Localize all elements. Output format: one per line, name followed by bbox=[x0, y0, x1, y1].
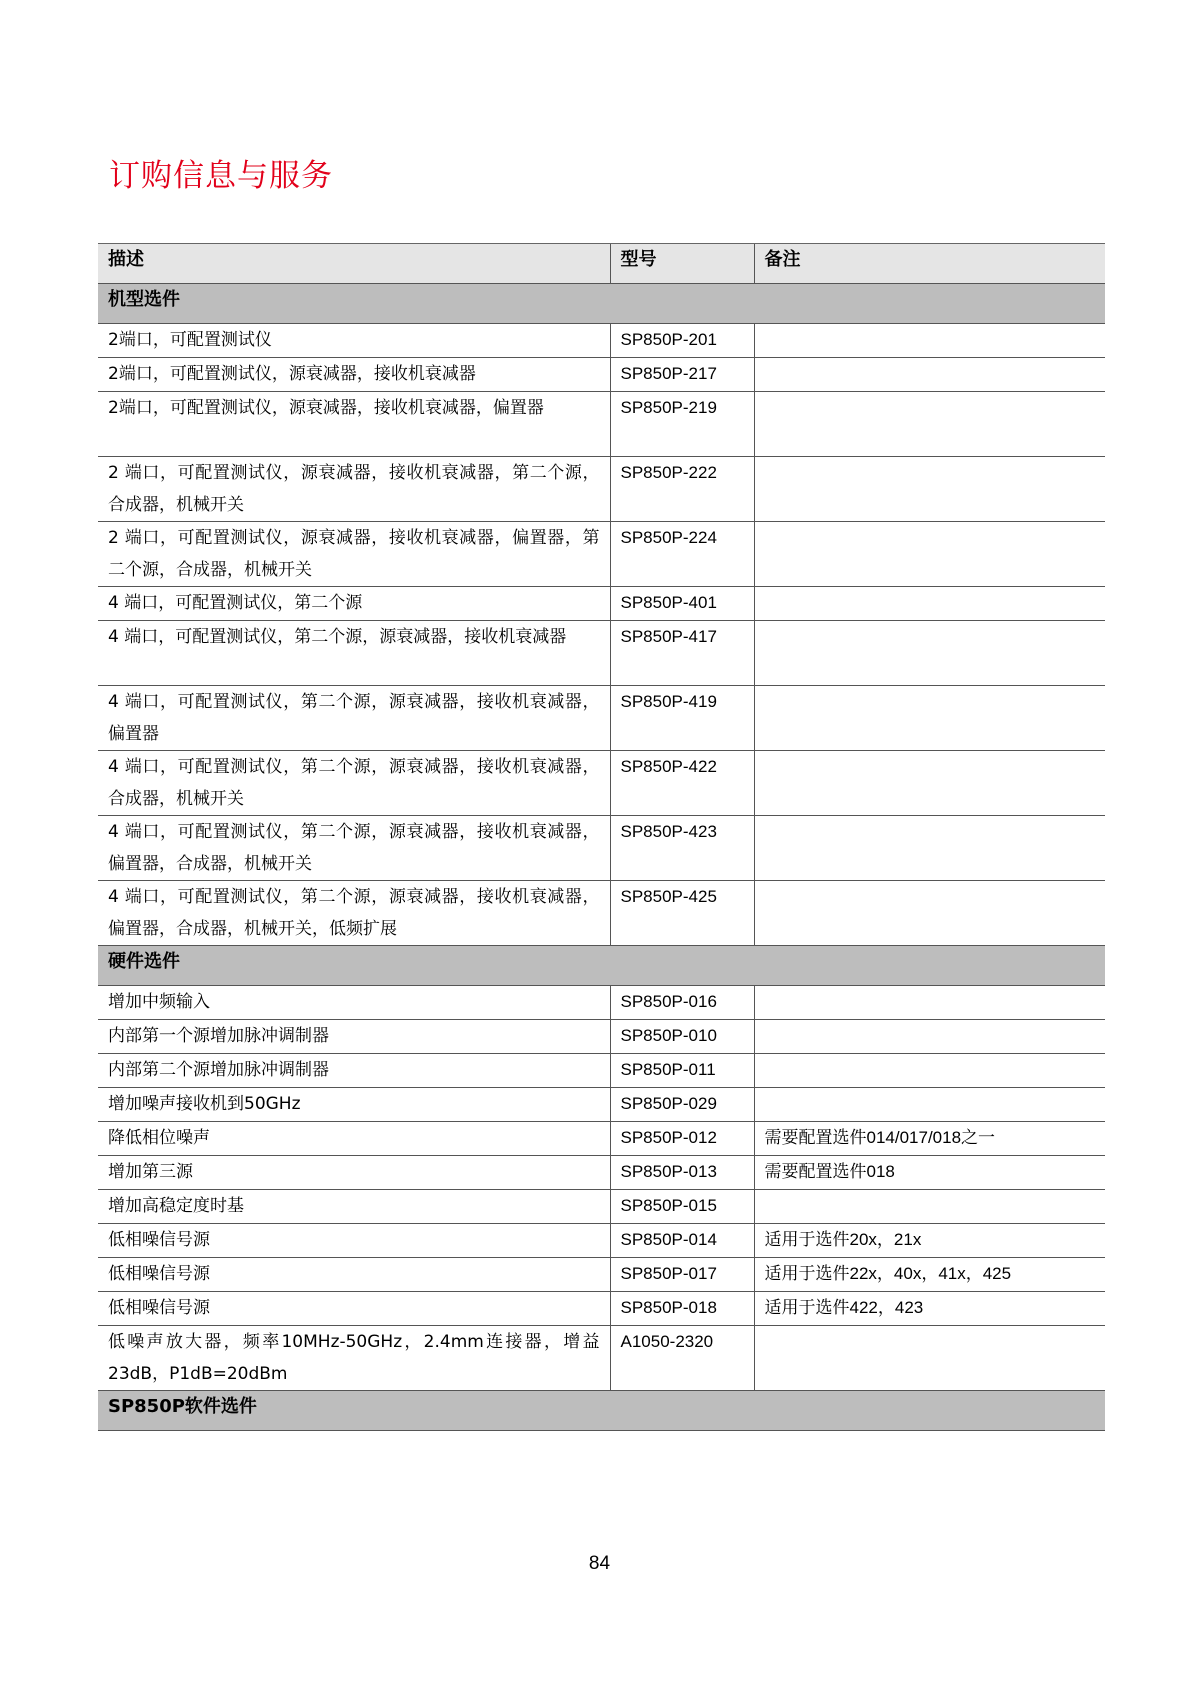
cell-remarks bbox=[754, 457, 1105, 522]
cell-description: 4 端口，可配置测试仪，第二个源，源衰减器，接收机衰减器，偏置器，合成器，机械开关，低频扩展 bbox=[98, 881, 610, 946]
section-title: 硬件选件 bbox=[98, 946, 1105, 986]
cell-model: SP850P-425 bbox=[610, 881, 754, 946]
ordering-table bbox=[98, 243, 1105, 1431]
cell-description: 内部第一个源增加脉冲调制器 bbox=[98, 1020, 610, 1054]
cell-model: A1050-2320 bbox=[610, 1326, 754, 1391]
cell-model: SP850P-017 bbox=[610, 1258, 754, 1292]
cell-remarks bbox=[754, 986, 1105, 1020]
table-row bbox=[98, 1156, 1105, 1190]
cell-model: SP850P-010 bbox=[610, 1020, 754, 1054]
header-remarks: 备注 bbox=[754, 244, 1105, 284]
cell-remarks: 适用于选件20x，21x bbox=[754, 1224, 1105, 1258]
cell-description: 4 端口，可配置测试仪，第二个源，源衰减器，接收机衰减器，偏置器，合成器，机械开关 bbox=[98, 816, 610, 881]
table-row bbox=[98, 324, 1105, 358]
cell-remarks bbox=[754, 358, 1105, 392]
cell-model: SP850P-224 bbox=[610, 522, 754, 587]
cell-description: 低相噪信号源 bbox=[98, 1292, 610, 1326]
table-row bbox=[98, 522, 1105, 587]
section-title: 机型选件 bbox=[98, 284, 1105, 324]
page-title: 订购信息与服务 bbox=[109, 158, 333, 194]
cell-description: 4 端口，可配置测试仪，第二个源，源衰减器，接收机衰减器，偏置器 bbox=[98, 686, 610, 751]
table-row bbox=[98, 1054, 1105, 1088]
cell-model: SP850P-018 bbox=[610, 1292, 754, 1326]
table-row bbox=[98, 1122, 1105, 1156]
cell-model: SP850P-417 bbox=[610, 621, 754, 686]
cell-remarks bbox=[754, 881, 1105, 946]
cell-description: 2 端口，可配置测试仪，源衰减器，接收机衰减器，偏置器，第二个源，合成器，机械开关 bbox=[98, 522, 610, 587]
table-row bbox=[98, 457, 1105, 522]
table-header-row bbox=[98, 244, 1105, 284]
cell-remarks: 适用于选件422，423 bbox=[754, 1292, 1105, 1326]
cell-description: 内部第二个源增加脉冲调制器 bbox=[98, 1054, 610, 1088]
cell-description: 2 端口，可配置测试仪，源衰减器，接收机衰减器，第二个源，合成器，机械开关 bbox=[98, 457, 610, 522]
table-row bbox=[98, 392, 1105, 457]
cell-description: 2端口，可配置测试仪 bbox=[98, 324, 610, 358]
cell-description: 降低相位噪声 bbox=[98, 1122, 610, 1156]
cell-description: 2端口，可配置测试仪，源衰减器，接收机衰减器 bbox=[98, 358, 610, 392]
cell-model: SP850P-217 bbox=[610, 358, 754, 392]
cell-remarks bbox=[754, 324, 1105, 358]
cell-model: SP850P-029 bbox=[610, 1088, 754, 1122]
cell-remarks bbox=[754, 522, 1105, 587]
cell-remarks bbox=[754, 1326, 1105, 1391]
cell-model: SP850P-201 bbox=[610, 324, 754, 358]
cell-remarks bbox=[754, 621, 1105, 686]
table-row bbox=[98, 621, 1105, 686]
cell-model: SP850P-219 bbox=[610, 392, 754, 457]
cell-description: 增加第三源 bbox=[98, 1156, 610, 1190]
cell-remarks bbox=[754, 587, 1105, 621]
section-row-hardware-options bbox=[98, 946, 1105, 986]
table-row bbox=[98, 1326, 1105, 1391]
cell-model: SP850P-013 bbox=[610, 1156, 754, 1190]
page-number: 84 bbox=[588, 1553, 611, 1574]
cell-model: SP850P-419 bbox=[610, 686, 754, 751]
cell-remarks: 需要配置选件014/017/018之一 bbox=[754, 1122, 1105, 1156]
cell-description: 低相噪信号源 bbox=[98, 1258, 610, 1292]
table-row bbox=[98, 816, 1105, 881]
table-row bbox=[98, 751, 1105, 816]
cell-model: SP850P-016 bbox=[610, 986, 754, 1020]
header-description: 描述 bbox=[98, 244, 610, 284]
table-row bbox=[98, 358, 1105, 392]
cell-remarks bbox=[754, 1020, 1105, 1054]
cell-description: 4 端口，可配置测试仪，第二个源，源衰减器，接收机衰减器 bbox=[98, 621, 610, 686]
cell-remarks bbox=[754, 1088, 1105, 1122]
table-row bbox=[98, 1190, 1105, 1224]
cell-remarks bbox=[754, 751, 1105, 816]
cell-description: 4 端口，可配置测试仪，第二个源，源衰减器，接收机衰减器，合成器，机械开关 bbox=[98, 751, 610, 816]
cell-remarks bbox=[754, 1054, 1105, 1088]
cell-description: 低噪声放大器，频率10MHz-50GHz，2.4mm连接器，增益23dB，P1dB=20dBm bbox=[98, 1326, 610, 1391]
cell-model: SP850P-014 bbox=[610, 1224, 754, 1258]
cell-remarks bbox=[754, 686, 1105, 751]
cell-remarks bbox=[754, 392, 1105, 457]
cell-model: SP850P-012 bbox=[610, 1122, 754, 1156]
section-row-software-options bbox=[98, 1391, 1105, 1431]
cell-remarks bbox=[754, 1190, 1105, 1224]
section-title: SP850P软件选件 bbox=[98, 1391, 1105, 1431]
table-row bbox=[98, 986, 1105, 1020]
cell-description: 增加噪声接收机到50GHz bbox=[98, 1088, 610, 1122]
table-row bbox=[98, 686, 1105, 751]
cell-model: SP850P-401 bbox=[610, 587, 754, 621]
cell-description: 2端口，可配置测试仪，源衰减器，接收机衰减器，偏置器 bbox=[98, 392, 610, 457]
cell-remarks bbox=[754, 816, 1105, 881]
table-row bbox=[98, 1088, 1105, 1122]
table-row bbox=[98, 1258, 1105, 1292]
cell-remarks: 适用于选件22x，40x，41x，425 bbox=[754, 1258, 1105, 1292]
header-model: 型号 bbox=[610, 244, 754, 284]
cell-description: 4 端口，可配置测试仪，第二个源 bbox=[98, 587, 610, 621]
cell-description: 低相噪信号源 bbox=[98, 1224, 610, 1258]
cell-description: 增加高稳定度时基 bbox=[98, 1190, 610, 1224]
table-row bbox=[98, 1020, 1105, 1054]
table-row bbox=[98, 881, 1105, 946]
cell-model: SP850P-011 bbox=[610, 1054, 754, 1088]
cell-remarks: 需要配置选件018 bbox=[754, 1156, 1105, 1190]
cell-model: SP850P-422 bbox=[610, 751, 754, 816]
cell-model: SP850P-015 bbox=[610, 1190, 754, 1224]
table-row bbox=[98, 587, 1105, 621]
cell-model: SP850P-423 bbox=[610, 816, 754, 881]
section-row-model-options bbox=[98, 284, 1105, 324]
table-row bbox=[98, 1224, 1105, 1258]
cell-description: 增加中频输入 bbox=[98, 986, 610, 1020]
cell-model: SP850P-222 bbox=[610, 457, 754, 522]
table-row bbox=[98, 1292, 1105, 1326]
